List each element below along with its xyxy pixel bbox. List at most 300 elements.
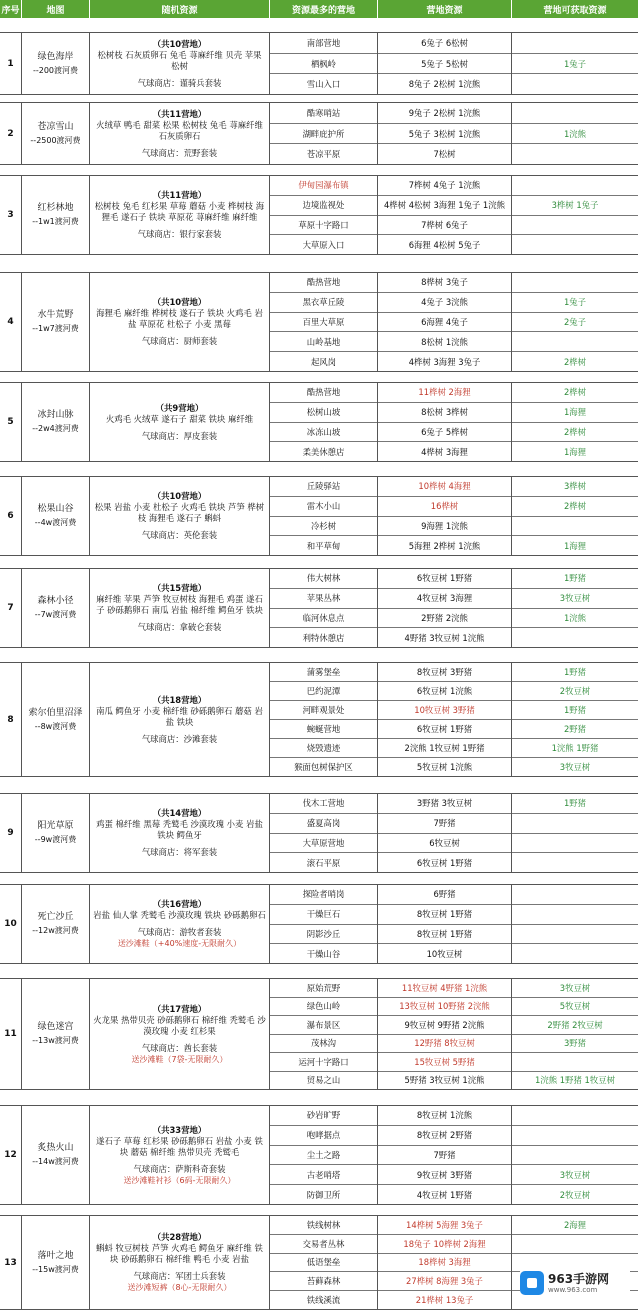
camp-name: 苍凉平原	[306, 149, 341, 160]
camp-name: 利特休憩店	[302, 632, 345, 643]
obtainable-list	[512, 176, 638, 254]
camp-resources: 5海狸 2桦树 1浣熊	[408, 540, 481, 551]
camp-obtainable: 1海狸	[563, 446, 587, 457]
random-resources-cell	[90, 383, 270, 461]
camp-resources: 6牧豆树	[378, 834, 511, 854]
resource-list: 松树枝 兔毛 红杉果 草莓 蘑菇 小麦 桦树枝 海狸毛 遂石子 铁块 草原花 荨麻纤维 麻纤维	[94, 201, 265, 222]
random-resources-cell	[90, 663, 270, 776]
camp-resources: 8牧豆树 2野猪	[378, 1126, 511, 1146]
camp-resource-list	[378, 477, 512, 555]
random-resources-cell	[90, 885, 270, 963]
camp-resources: 6海狸 4兔子	[378, 313, 511, 333]
ferry-cost: --12w渡河费	[32, 926, 79, 935]
balloon-shop: 气球商店：英伦套装	[141, 530, 218, 540]
resource-list: 岩盐 仙人掌 秃鹫毛 沙漠玫瑰 铁块 砂砾鹅卵石	[93, 910, 266, 920]
camp-resource-list	[378, 383, 512, 461]
random-resources-cell	[90, 1106, 270, 1204]
balloon-shop: 气球商店：谨骑兵套装	[137, 77, 222, 88]
map-name: 落叶之地	[37, 1250, 74, 1261]
camp-resources: 4野猪 3牧豆树 1浣熊	[404, 632, 485, 643]
obtainable-list	[512, 663, 638, 776]
row-index: 9	[0, 794, 22, 872]
camp-resources: 7野猪	[378, 1146, 511, 1166]
camp-name: 丘陵驿站	[270, 477, 377, 497]
camp-name: 草原十字路口	[270, 216, 377, 236]
map-name: 松果山谷	[37, 504, 74, 514]
camp-obtainable: 3牧豆树	[512, 979, 638, 998]
camp-obtainable	[512, 1053, 638, 1072]
map-section	[0, 32, 638, 95]
camp-resource-list	[378, 1216, 512, 1309]
camp-name: 伐木工营地	[270, 794, 377, 814]
camp-obtainable	[512, 235, 638, 254]
gift-note: 送沙滩鞋（+40%速度-无限耐久）	[117, 939, 242, 948]
camp-obtainable: 1浣熊	[512, 609, 638, 629]
camp-resources: 21桦树 13兔子	[415, 1295, 474, 1306]
camp-resources: 10牧豆树	[426, 948, 463, 959]
camp-name: 苹果丛林	[270, 589, 377, 609]
map-name: 炙热火山	[37, 1143, 74, 1153]
camp-list	[270, 885, 378, 963]
camp-obtainable: 1野猪	[512, 569, 638, 589]
camp-list	[270, 176, 378, 254]
map-section	[0, 884, 638, 964]
camp-count: （共14营地）	[152, 808, 207, 818]
camp-name: 栖枫岭	[270, 54, 377, 75]
camp-resources: 18桦树 3海狸	[378, 1254, 511, 1273]
camp-name: 原始荒野	[270, 979, 377, 998]
gift-note: 送沙滩鞋（7袋-无限耐久）	[131, 1054, 228, 1064]
ferry-cost: --200渡河费	[32, 65, 79, 75]
camp-name: 运河十字路口	[270, 1053, 377, 1072]
ferry-cost: --9w渡河费	[34, 835, 77, 844]
camp-obtainable: 1浣熊	[512, 124, 638, 145]
camp-resource-list	[378, 885, 512, 963]
camp-resources: 8兔子 2松树 1浣熊	[408, 79, 481, 90]
camp-obtainable: 3桦树	[512, 477, 638, 497]
camp-count: （共16营地）	[152, 899, 207, 909]
row-index: 12	[0, 1106, 22, 1204]
map-name: 绿色迷宫	[37, 1022, 74, 1032]
ferry-cost: --2w4渡河费	[32, 424, 79, 433]
balloon-shop: 气球商店：银行家套装	[137, 229, 222, 239]
camp-name: 伟大树林	[270, 569, 377, 589]
camp-name: 铁线树林	[270, 1216, 377, 1235]
camp-resources: 11牧豆树 4野猪 1浣熊	[378, 979, 511, 998]
camp-obtainable: 1海狸	[563, 540, 587, 551]
camp-name: 巴约泥潭	[270, 682, 377, 701]
camp-resources: 4桦树 3海狸 3兔子	[408, 356, 481, 367]
camp-name: 酷热营地	[270, 273, 377, 293]
header-obtainable: 营地可获取资源	[543, 5, 607, 16]
camp-resources: 15牧豆树 5野猪	[378, 1053, 511, 1072]
camp-resources: 9海狸 1浣熊	[378, 517, 511, 537]
camp-name: 边境监视处	[270, 196, 377, 216]
map-cell	[22, 1216, 90, 1309]
watermark-title: 963手游网	[548, 1271, 610, 1286]
camp-obtainable: 3牧豆树	[559, 762, 591, 772]
camp-name: 伊甸园瀑布镇	[270, 176, 377, 196]
ferry-cost: --15w渡河费	[32, 1264, 79, 1274]
balloon-shop: 气球商店：萨斯科奇套装	[133, 1163, 226, 1174]
camp-name: 蜿蜒营地	[270, 720, 377, 739]
watermark-url: www.963.com	[548, 1285, 598, 1294]
camp-obtainable	[512, 103, 638, 124]
watermark	[520, 1266, 630, 1300]
map-section	[0, 978, 638, 1090]
map-section	[0, 382, 638, 462]
resource-list: 蝌蚪 牧豆树枝 芦笋 火鸡毛 鳄鱼牙 麻纤维 铁块 砂砾鹅卵石 棉纤维 鸭毛 小麦 岩盐	[96, 1243, 263, 1264]
obtainable-list	[512, 273, 638, 371]
balloon-shop: 气球商店：厨师套装	[141, 336, 218, 346]
camp-obtainable: 2野猪 2牧豆树	[512, 1016, 638, 1035]
obtainable-list	[512, 885, 638, 963]
camp-resource-list	[378, 1106, 512, 1204]
row-index: 2	[0, 103, 22, 164]
resource-list: 松果 岩盐 小麦 杜松子 火鸡毛 铁块 芦笋 桦树枝 海狸毛 遂石子 蝌蚪	[94, 502, 265, 523]
camp-resources: 5兔子 3松树 1浣熊	[378, 124, 511, 145]
camp-obtainable	[512, 925, 638, 945]
balloon-shop: 气球商店：拿破仑套装	[137, 622, 222, 632]
camp-name: 苔藓森林	[270, 1272, 377, 1291]
camp-resource-list	[378, 273, 512, 371]
camp-obtainable	[512, 33, 638, 54]
camp-resources: 8桦树 3兔子	[378, 273, 511, 293]
map-section	[0, 662, 638, 777]
camp-resource-list	[378, 663, 512, 776]
map-section	[0, 175, 638, 255]
balloon-shop: 气球商店：酋长套装	[141, 1042, 218, 1053]
camp-obtainable	[512, 834, 638, 854]
ferry-cost: --2500渡河费	[30, 135, 81, 145]
camp-obtainable	[512, 944, 638, 963]
resource-list: 火龙果 热带贝壳 砂砾鹅卵石 棉纤维 秃鹫毛 沙漠玫瑰 小麦 红杉果	[93, 1014, 266, 1036]
camp-name: 交易者丛林	[270, 1235, 377, 1254]
camp-obtainable: 2桦树	[512, 383, 638, 403]
camp-obtainable	[512, 905, 638, 925]
obtainable-list	[512, 477, 638, 555]
camp-count: （共11营地）	[152, 108, 207, 119]
camp-obtainable: 2桦树	[563, 356, 587, 367]
camp-name: 河畔观景处	[270, 701, 377, 720]
map-cell	[22, 176, 90, 254]
row-index: 4	[0, 273, 22, 371]
camp-resources: 4桦树 3海狸	[421, 446, 468, 457]
map-section	[0, 272, 638, 372]
camp-resource-list	[378, 103, 512, 164]
camp-resources: 2浣熊 1牧豆树 1野猪	[378, 739, 511, 758]
row-index: 5	[0, 383, 22, 461]
resource-list: 南瓜 鳄鱼牙 小麦 棉纤维 砂砾鹅卵石 蘑菇 岩盐 铁块	[96, 705, 263, 727]
map-section	[0, 793, 638, 873]
resource-list: 火绒草 鸭毛 甜菜 松果 松树枝 兔毛 荨麻纤维 石灰质卵石	[96, 119, 263, 141]
resource-list: 海狸毛 麻纤维 桦树枝 遂石子 铁块 火鸡毛 岩盐 草原花 杜松子 小麦 黑莓	[96, 308, 263, 329]
camp-resources: 9牧豆树 3野猪	[378, 1165, 511, 1185]
random-resources-cell	[90, 1216, 270, 1309]
camp-name: 阴影沙丘	[270, 925, 377, 945]
map-cell	[22, 663, 90, 776]
camp-name: 南部营地	[270, 33, 377, 54]
camp-obtainable: 1野猪	[512, 701, 638, 720]
camp-resources: 9兔子 2松树 1浣熊	[378, 103, 511, 124]
obtainable-list	[512, 103, 638, 164]
camp-name: 湖畔庇护所	[270, 124, 377, 145]
camp-name: 咆哮据点	[270, 1126, 377, 1146]
camp-obtainable: 1浣熊 1野猪	[512, 739, 638, 758]
camp-resources: 4牧豆树 3海狸	[378, 589, 511, 609]
header-top-camp: 资源最多的营地	[270, 0, 378, 18]
camp-name: 起风岗	[310, 356, 337, 367]
camp-resources: 5野猪 3牧豆树 1浣熊	[404, 1075, 485, 1086]
map-cell	[22, 794, 90, 872]
camp-resources: 8松树 1浣熊	[378, 332, 511, 352]
camp-name: 低语堡垒	[270, 1254, 377, 1273]
ferry-cost: --1w1渡河费	[32, 217, 79, 226]
camp-name: 干燥巨石	[270, 905, 377, 925]
camp-resources: 10桦树 4海狸	[378, 477, 511, 497]
camp-list	[270, 33, 378, 94]
camp-name: 干燥山谷	[306, 948, 341, 959]
camp-obtainable: 3桦树 1兔子	[512, 196, 638, 216]
camp-obtainable	[512, 1146, 638, 1166]
camp-resources: 9牧豆树 9野猪 2浣熊	[378, 1016, 511, 1035]
camp-obtainable: 2桦树	[512, 497, 638, 517]
ferry-cost: --14w渡河费	[32, 1157, 79, 1166]
camp-resource-list	[378, 569, 512, 647]
camp-obtainable: 2桦树	[512, 423, 638, 443]
map-section	[0, 1105, 638, 1205]
camp-resources: 27桦树 8海狸 3兔子	[378, 1272, 511, 1291]
camp-name: 尘土之路	[270, 1146, 377, 1166]
random-resources-cell	[90, 794, 270, 872]
random-resources-cell	[90, 273, 270, 371]
camp-name: 酷寒哨站	[270, 103, 377, 124]
camp-count: （共15营地）	[152, 583, 207, 593]
camp-obtainable	[512, 216, 638, 236]
camp-resources: 12野猪 8牧豆树	[378, 1035, 511, 1054]
camp-list	[270, 794, 378, 872]
balloon-shop: 气球商店：将军套装	[141, 847, 218, 857]
camp-resources: 7野猪	[378, 814, 511, 834]
resource-list: 火鸡毛 火绒草 遂石子 甜菜 铁块 麻纤维	[105, 413, 254, 424]
camp-obtainable	[512, 885, 638, 905]
map-cell	[22, 885, 90, 963]
camp-name: 盛夏高岗	[270, 814, 377, 834]
camp-list	[270, 477, 378, 555]
camp-count: （共9营地）	[155, 402, 204, 413]
ferry-cost: --1w7渡河费	[32, 324, 79, 333]
camp-name: 砂岩旷野	[270, 1106, 377, 1126]
camp-obtainable	[512, 1106, 638, 1126]
camp-resources: 8牧豆树 1野猪	[378, 905, 511, 925]
camp-obtainable	[512, 1126, 638, 1146]
camp-count: （共33营地）	[152, 1124, 207, 1135]
map-name: 冰封山脉	[37, 410, 74, 420]
camp-obtainable	[512, 814, 638, 834]
balloon-shop: 气球商店：荒野套装	[141, 147, 218, 158]
camp-obtainable	[512, 74, 638, 94]
camp-list	[270, 103, 378, 164]
camp-resources: 5牧豆树 1浣熊	[416, 762, 473, 772]
resource-list: 鸡蛋 棉纤维 黑莓 秃鹫毛 沙漠玫瑰 小麦 岩盐 铁块 鳄鱼牙	[96, 819, 263, 840]
camp-obtainable: 2牧豆树	[559, 1189, 591, 1200]
camp-resources: 6牧豆树 1野猪	[416, 857, 473, 868]
camp-resources: 4桦树 4松树 3海狸 1兔子 1浣熊	[378, 196, 511, 216]
camp-name: 茂林沟	[270, 1035, 377, 1054]
map-name: 水牛荒野	[37, 310, 74, 320]
camp-resources: 14桦树 5海狸 3兔子	[378, 1216, 511, 1235]
camp-name: 猴面包树保护区	[294, 762, 353, 772]
header-camp-resources: 营地资源	[378, 0, 512, 18]
ferry-cost: --8w渡河费	[34, 721, 77, 731]
random-resources-cell	[90, 569, 270, 647]
camp-resources: 7松树	[433, 149, 456, 160]
camp-resources: 8松树 3桦树	[378, 403, 511, 423]
row-index: 6	[0, 477, 22, 555]
camp-name: 黑衣草丘陵	[270, 293, 377, 313]
camp-list	[270, 663, 378, 776]
map-name: 索尔伯里沼泽	[28, 707, 83, 718]
camp-count: （共17营地）	[152, 1003, 207, 1014]
map-name: 红杉林地	[37, 203, 74, 213]
site-logo-icon	[520, 1271, 544, 1295]
camp-obtainable: 1浣熊 1野猪 1牧豆树	[535, 1075, 615, 1086]
obtainable-list	[512, 383, 638, 461]
camp-count: （共18营地）	[152, 694, 207, 705]
camp-obtainable: 1野猪	[512, 663, 638, 682]
camp-list	[270, 273, 378, 371]
random-resources-cell	[90, 33, 270, 94]
header-map: 地图	[22, 0, 90, 18]
camp-name: 蒲雾堡垒	[270, 663, 377, 682]
camp-obtainable: 3牧豆树	[512, 589, 638, 609]
table-header	[0, 0, 638, 18]
camp-obtainable: 1兔子	[512, 293, 638, 313]
row-index: 10	[0, 885, 22, 963]
camp-name: 铁线溪流	[306, 1295, 341, 1306]
camp-name: 和平草甸	[306, 540, 341, 551]
obtainable-list	[512, 33, 638, 94]
camp-name: 百里大草原	[270, 313, 377, 333]
camp-obtainable: 1海狸	[512, 403, 638, 423]
camp-resources: 5兔子 5松树	[378, 54, 511, 75]
map-name: 苍凉雪山	[37, 121, 74, 132]
camp-name: 古老哨塔	[270, 1165, 377, 1185]
camp-name: 瀑布景区	[270, 1016, 377, 1035]
camp-list	[270, 979, 378, 1089]
camp-name: 绿色山岭	[270, 998, 377, 1017]
camp-resources: 18兔子 10桦树 2海狸	[378, 1235, 511, 1254]
camp-name: 山岭基地	[270, 332, 377, 352]
camp-obtainable	[512, 628, 638, 647]
row-index: 13	[0, 1216, 22, 1309]
camp-name: 冷杉树	[270, 517, 377, 537]
camp-resources: 2野猪 2浣熊	[378, 609, 511, 629]
camp-name: 冰冻山坡	[270, 423, 377, 443]
resource-list: 松树枝 石灰质卵石 兔毛 荨麻纤维 贝壳 苹果 松树	[97, 49, 262, 71]
map-cell	[22, 979, 90, 1089]
camp-resources: 7桦树 4兔子 1浣熊	[378, 176, 511, 196]
map-section	[0, 102, 638, 165]
camp-name: 滚石平原	[306, 857, 341, 868]
map-section	[0, 476, 638, 556]
camp-resources: 6牧豆树 1野猪	[378, 569, 511, 589]
camp-resources: 8牧豆树 1野猪	[378, 925, 511, 945]
camp-resources: 6兔子 5桦树	[378, 423, 511, 443]
camp-resources: 6野猪	[378, 885, 511, 905]
map-section	[0, 568, 638, 648]
camp-resources: 8牧豆树 1浣熊	[378, 1106, 511, 1126]
camp-name: 雪山入口	[306, 79, 341, 90]
camp-resource-list	[378, 33, 512, 94]
map-name: 绿色海岸	[37, 51, 74, 62]
map-cell	[22, 103, 90, 164]
camp-name: 大草原营地	[270, 834, 377, 854]
camp-name: 临河休息点	[270, 609, 377, 629]
camp-count: （共10营地）	[152, 491, 207, 501]
camp-obtainable	[512, 853, 638, 872]
camp-obtainable: 3野猪	[512, 1035, 638, 1054]
gift-note: 送沙滩短裤（8心-无限耐久）	[127, 1283, 232, 1292]
camp-obtainable: 2兔子	[512, 313, 638, 333]
map-name: 阳光草原	[37, 821, 74, 831]
obtainable-list	[512, 569, 638, 647]
camp-obtainable	[512, 144, 638, 164]
camp-resources: 13牧豆树 10野猪 2浣熊	[378, 998, 511, 1017]
camp-count: （共10营地）	[152, 38, 207, 49]
map-cell	[22, 273, 90, 371]
camp-name: 柔美休憩店	[302, 446, 345, 457]
camp-resources: 4兔子 3浣熊	[378, 293, 511, 313]
camp-count: （共28营地）	[152, 1232, 207, 1242]
map-name: 死亡沙丘	[37, 912, 74, 922]
camp-name: 贸易之山	[306, 1075, 341, 1086]
random-resources-cell	[90, 103, 270, 164]
camp-resource-list	[378, 794, 512, 872]
camp-obtainable: 3牧豆树	[512, 1165, 638, 1185]
camp-resources: 6牧豆树 1浣熊	[378, 682, 511, 701]
camp-name: 酷热营地	[270, 383, 377, 403]
map-cell	[22, 1106, 90, 1204]
gift-note: 送沙滩鞋衬衫（6码-无限耐久）	[123, 1175, 236, 1185]
map-cell	[22, 477, 90, 555]
obtainable-list	[512, 979, 638, 1089]
camp-list	[270, 1216, 378, 1309]
camp-resources: 11桦树 2海狸	[378, 383, 511, 403]
camp-obtainable	[512, 176, 638, 196]
camp-obtainable: 2野猪	[512, 720, 638, 739]
camp-obtainable	[512, 1235, 638, 1254]
obtainable-list	[512, 794, 638, 872]
obtainable-list	[512, 1106, 638, 1204]
camp-obtainable	[512, 273, 638, 293]
header-random-resources: 随机资源	[90, 0, 270, 18]
ferry-cost: --4w渡河费	[34, 518, 77, 527]
camp-count: （共10营地）	[152, 297, 207, 307]
row-index: 1	[0, 33, 22, 94]
map-cell	[22, 33, 90, 94]
map-cell	[22, 569, 90, 647]
camp-resources: 6兔子 6松树	[378, 33, 511, 54]
camp-obtainable: 1兔子	[512, 54, 638, 75]
camp-name: 大草原入口	[302, 239, 345, 250]
camp-obtainable: 1野猪	[512, 794, 638, 814]
camp-name: 松树山坡	[270, 403, 377, 423]
camp-resource-list	[378, 979, 512, 1089]
camp-name: 烧毁遗迹	[270, 739, 377, 758]
camp-obtainable: 2海狸	[512, 1216, 638, 1235]
row-index: 3	[0, 176, 22, 254]
